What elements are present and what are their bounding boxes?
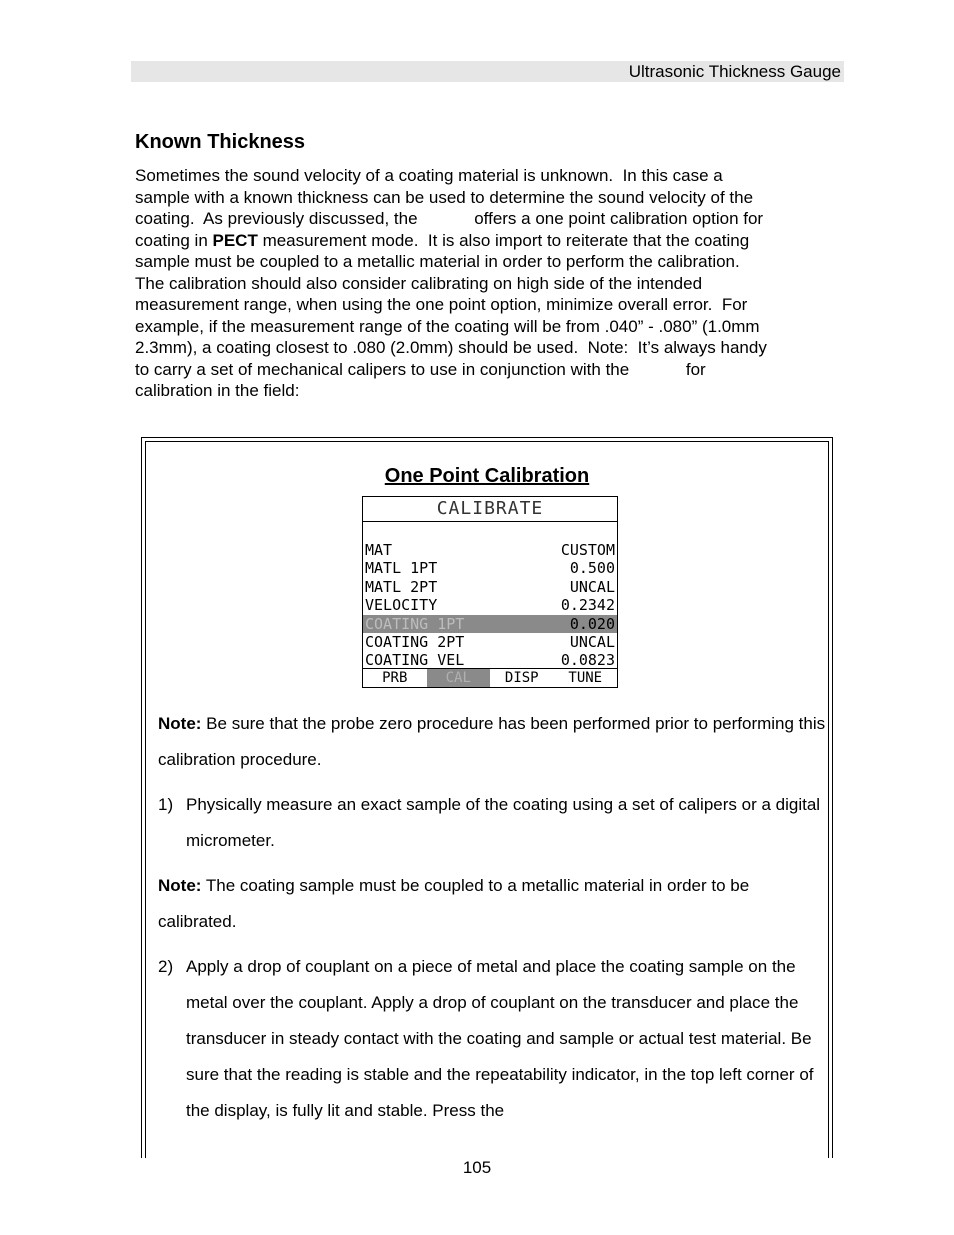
step-number: 1) (158, 795, 174, 814)
screen-tab-bar (363, 668, 617, 687)
note-probe-zero (158, 706, 828, 778)
intro-line-rest: measurement mode. It is also import to reiterate that the coating (257, 230, 750, 250)
tab-prb: PRB (382, 670, 408, 686)
procedure-title (146, 465, 828, 488)
procedure-box-inner (145, 441, 829, 1158)
step-text: Physically measure an exact sample of the coating using a set of calipers or a digital micrometer. (186, 795, 821, 850)
running-header-title: Ultrasonic Thickness Gauge (628, 62, 841, 81)
pect-mode-term: PECT (212, 230, 258, 250)
intro-line: calibration in the field: (135, 381, 300, 400)
menu-row-value: UNCAL (569, 577, 615, 596)
menu-row-value: CUSTOM (560, 541, 615, 559)
page-number: 105 (462, 1158, 492, 1177)
step-number: 2) (158, 957, 174, 976)
intro-line: measurement range, when using the one point option, minimize overall error. For (135, 295, 748, 314)
intro-line: The calibration should also consider calibrating on high side of the intended (135, 273, 703, 293)
menu-row-mat (363, 541, 617, 559)
menu-row-coating-2pt (363, 633, 617, 651)
menu-row-label: MATL 1PT (365, 559, 438, 578)
intro-line: sample must be coupled to a metallic material in order to perform the calibration. (135, 252, 740, 271)
menu-row-value: 0.500 (569, 559, 615, 578)
menu-row-coating-1pt-selected (363, 615, 617, 633)
tab-tune: TUNE (568, 670, 603, 686)
menu-row-matl-2pt (363, 578, 617, 596)
note-text: The coating sample must be coupled to a metallic material in order to be calibrated. (158, 876, 750, 931)
tab-cal: CAL (427, 669, 491, 687)
menu-row-label: VELOCITY (365, 596, 438, 615)
menu-row-value: 0.0823 (560, 651, 615, 670)
intro-line: to carry a set of mechanical calipers to use in conjunction with the for (135, 359, 706, 379)
intro-line: 2.3mm), a coating closest to .080 (2.0mm) should be used. Note: It’s always handy (135, 338, 767, 357)
running-header (131, 61, 844, 82)
menu-row-label: MAT (365, 541, 393, 559)
menu-row-value: 0.020 (569, 614, 615, 633)
procedure-body (158, 706, 828, 1138)
procedure-title-text: One Point Calibration (384, 465, 590, 487)
section-heading: Known Thickness (135, 131, 306, 153)
menu-row-label: COATING 2PT (365, 632, 465, 651)
menu-row-matl-1pt (363, 559, 617, 577)
note-label: Note: (158, 876, 202, 895)
intro-line: sample with a known thickness can be used to determine the sound velocity of the (135, 187, 754, 207)
menu-row-label: COATING 1PT (365, 614, 465, 633)
calibrate-screen-title: CALIBRATE (363, 497, 617, 522)
note-text: Be sure that the probe zero procedure has been performed prior to performing this calibration procedure. (158, 714, 826, 769)
intro-paragraph (135, 165, 835, 402)
menu-row-label: COATING VEL (365, 651, 465, 670)
menu-row-label: MATL 2PT (365, 577, 438, 596)
intro-line (135, 230, 835, 252)
intro-line: Sometimes the sound velocity of a coating material is unknown. In this case a (135, 166, 723, 185)
step-text: Apply a drop of couplant on a piece of metal and place the coating sample on the metal over the couplant. Apply a drop of couplant on the transducer and place the transducer in steady contact with the coating and sample or actual test material. Be sure that the reading is stable and the repeatability indicator, in the top left corner of the display, is fully lit and stable. Press the (186, 957, 814, 1120)
menu-row-velocity (363, 596, 617, 614)
intro-line: example, if the measurement range of the coating will be from .040” - .080” (1.0mm (135, 316, 760, 336)
intro-line: coating. As previously discussed, the offers a one point calibration option for (135, 209, 764, 228)
menu-row-value: UNCAL (569, 632, 615, 651)
step-1 (158, 787, 828, 859)
note-label: Note: (158, 714, 202, 733)
menu-row-coating-vel (363, 651, 617, 669)
procedure-box (141, 437, 833, 1158)
calibrate-menu (363, 541, 617, 670)
menu-row-value: 0.2342 (560, 596, 615, 615)
note-coupling (158, 868, 828, 940)
intro-line-prefix: coating in (135, 230, 213, 250)
calibrate-screen (362, 496, 618, 688)
tab-disp: DISP (504, 670, 539, 686)
step-2 (158, 949, 828, 1129)
